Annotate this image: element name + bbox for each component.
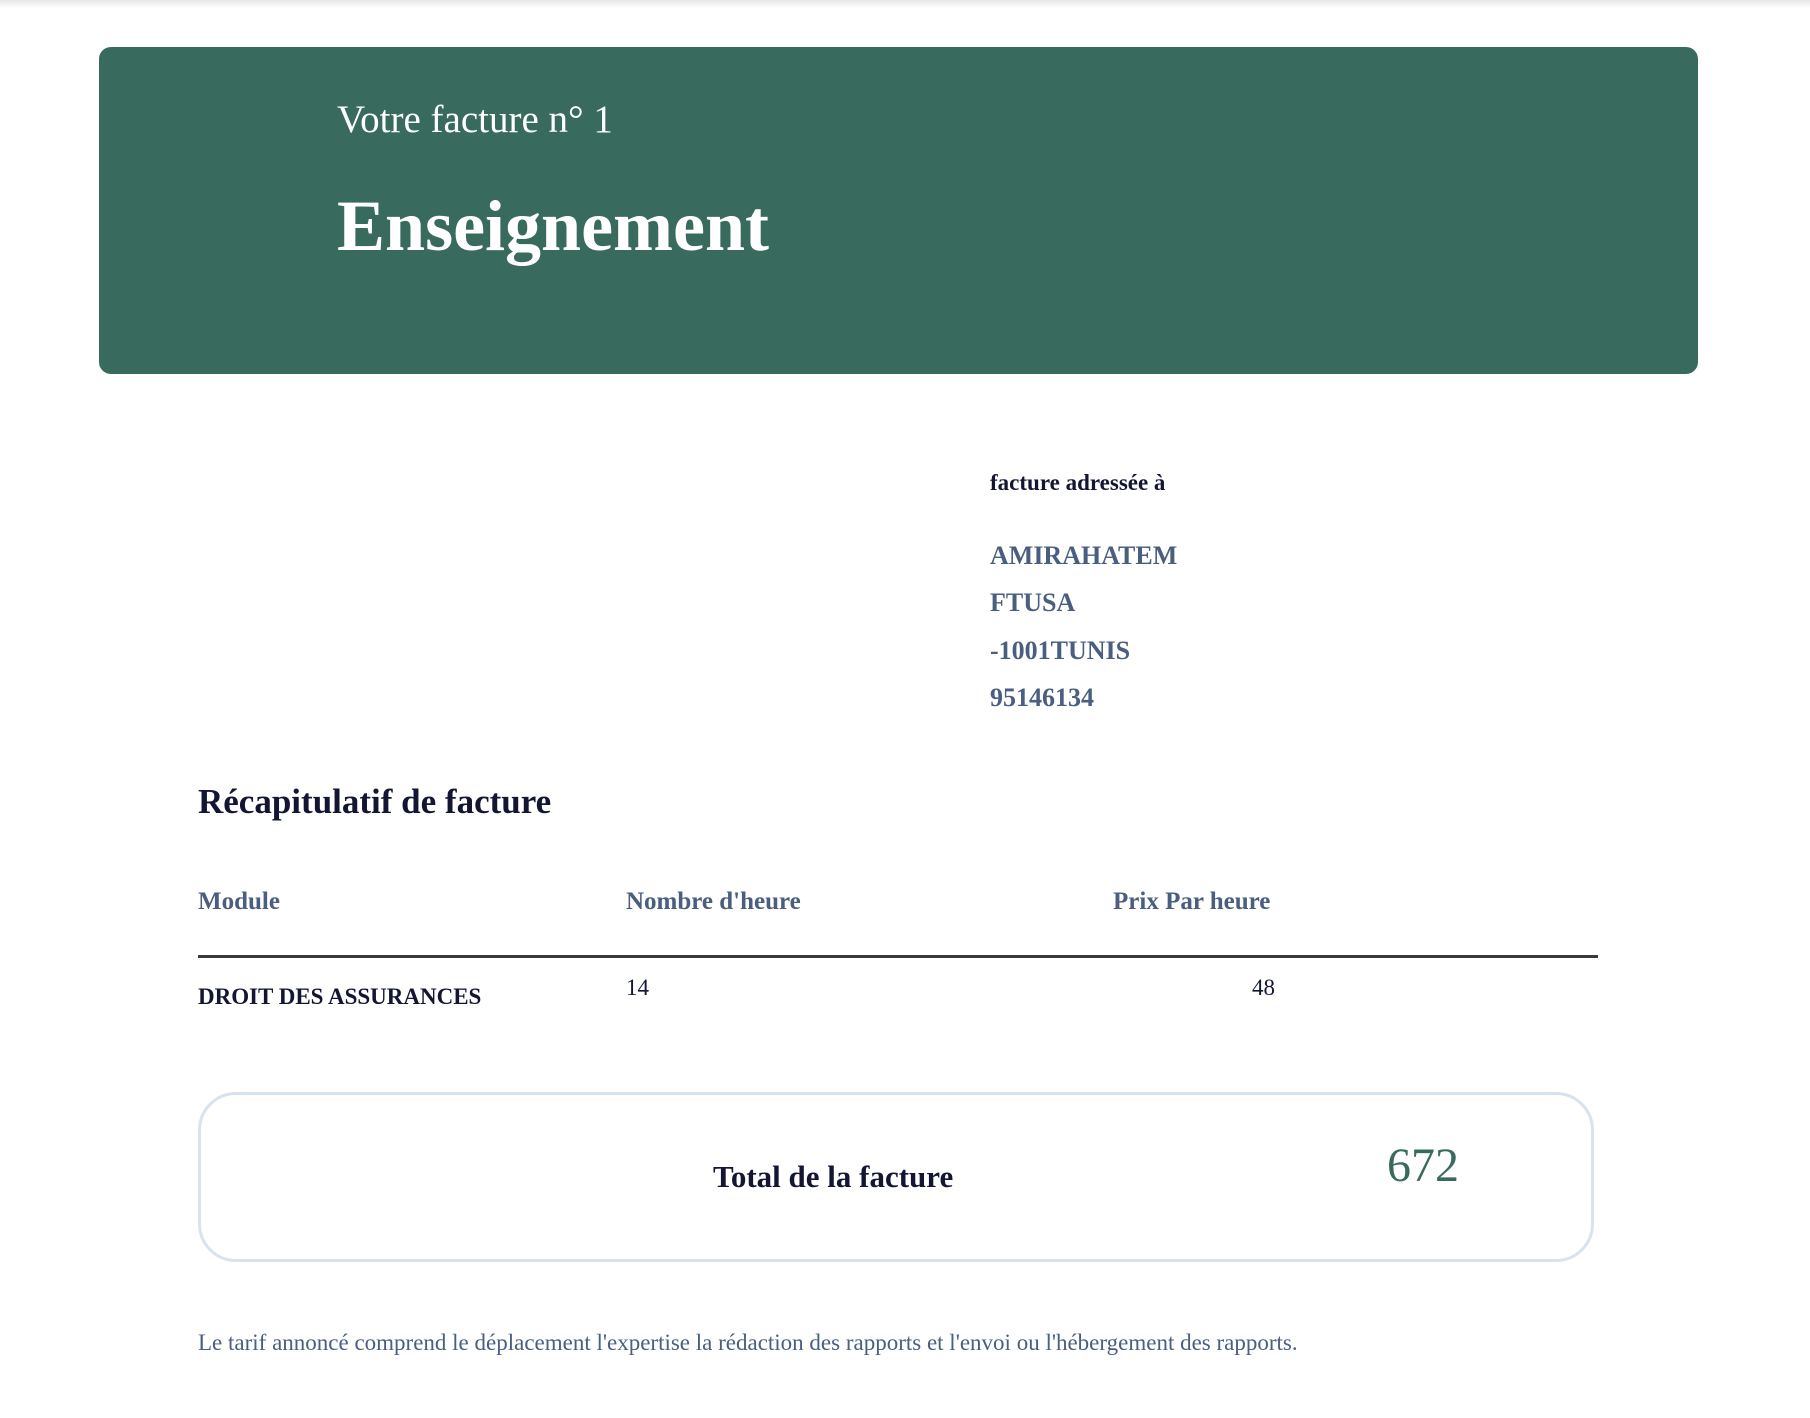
billing-organization: FTUSA xyxy=(990,588,1076,617)
billing-name: AMIRAHATEM xyxy=(990,541,1178,570)
total-box xyxy=(198,1092,1594,1262)
summary-title: Récapitulatif de facture xyxy=(198,782,552,821)
row-price: 48 xyxy=(1252,975,1275,1000)
invoice-number: Votre facture n° 1 xyxy=(337,98,613,141)
row-hours: 14 xyxy=(626,975,649,1000)
billing-label: facture adressée à xyxy=(990,470,1166,495)
total-label: Total de la facture xyxy=(713,1159,954,1194)
column-header-price: Prix Par heure xyxy=(1113,888,1271,915)
billing-phone: 95146134 xyxy=(990,683,1094,712)
invoice-title: Enseignement xyxy=(337,186,769,266)
footnote: Le tarif annoncé comprend le déplacement l'expertise la rédaction des rapports et l'envoi ou l'hébergement des rapports. xyxy=(198,1330,1298,1355)
total-value: 672 xyxy=(1387,1139,1459,1192)
billing-address: -1001TUNIS xyxy=(990,636,1131,665)
invoice-header xyxy=(99,47,1698,374)
column-header-hours: Nombre d'heure xyxy=(626,888,801,915)
column-header-module: Module xyxy=(198,888,280,915)
top-shadow xyxy=(0,0,1810,8)
table-divider xyxy=(198,955,1598,958)
row-module: DROIT DES ASSURANCES xyxy=(198,984,482,1009)
